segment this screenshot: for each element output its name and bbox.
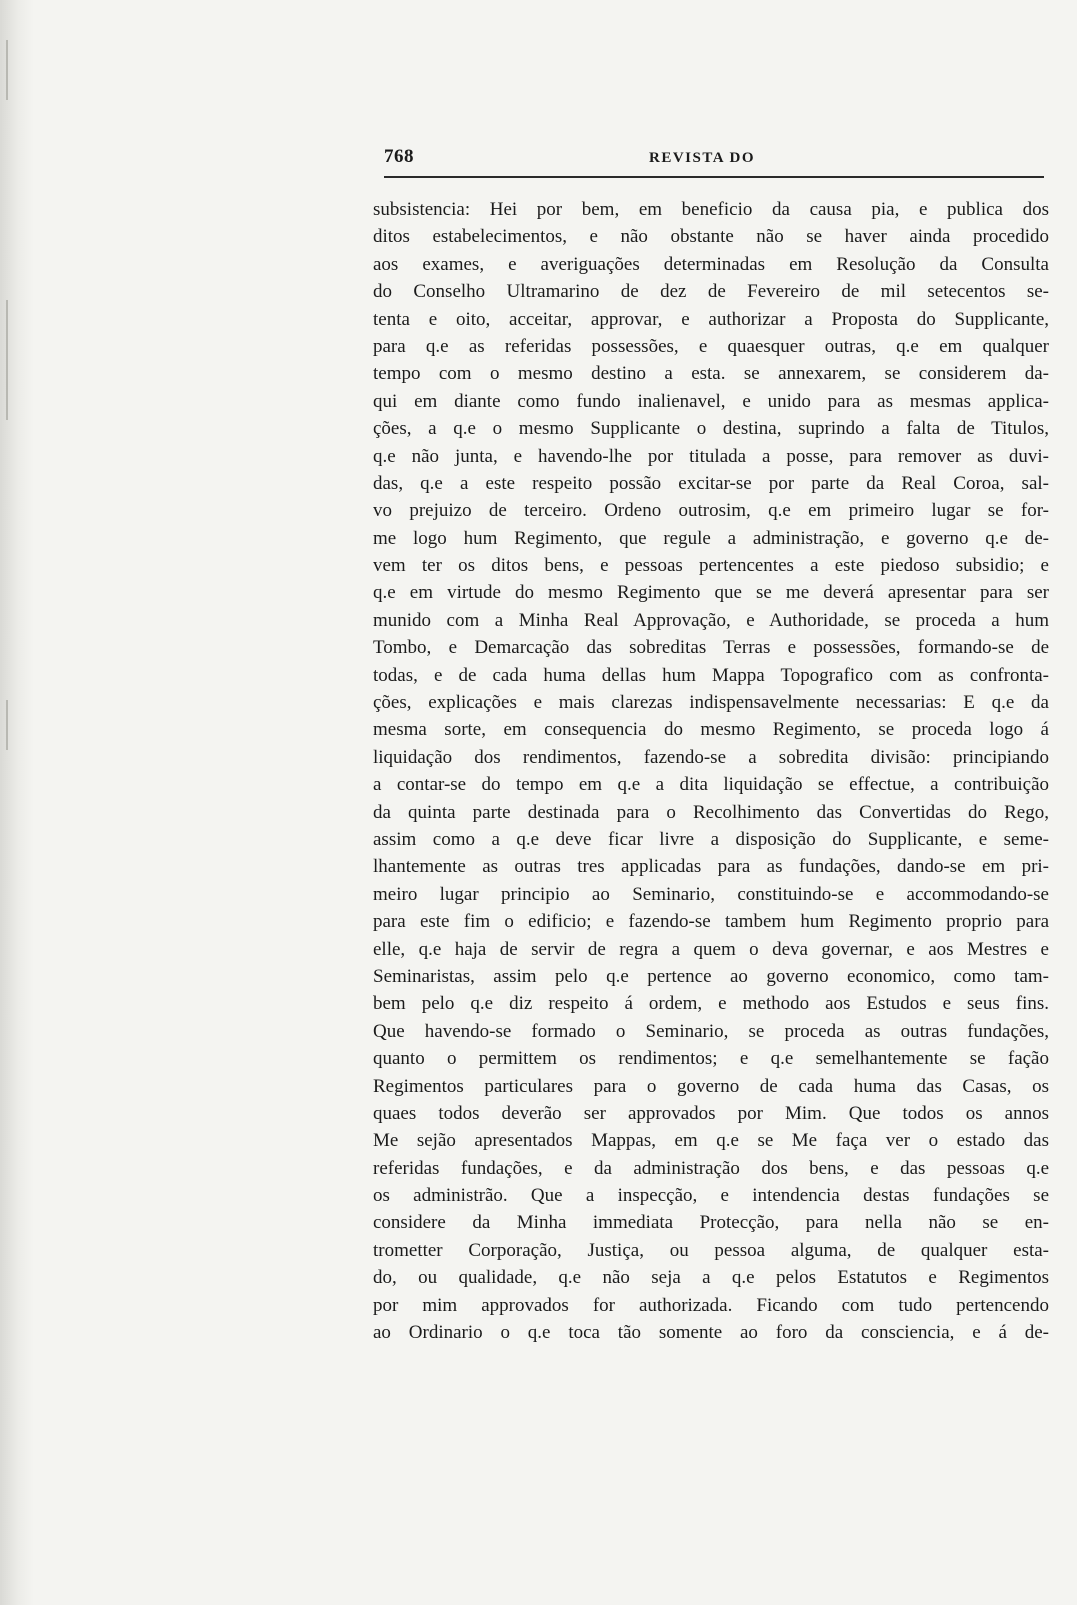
text-line: do, ou qualidade, q.e não seja a q.e pelos Estatutos e Regimentos bbox=[373, 1267, 1049, 1289]
text-line: vo prejuizo de terceiro. Ordeno outrosim, q.e em primeiro lugar se for- bbox=[373, 500, 1049, 522]
text-line: lhantemente as outras tres applicadas para as fundações, dando-se em pri- bbox=[373, 856, 1049, 878]
text-line: assim como a q.e deve ficar livre a disposição do Supplicante, e seme- bbox=[373, 828, 1049, 850]
text-line: subsistencia: Hei por bem, em beneficio da causa pia, e publica dos bbox=[373, 199, 1049, 220]
scan-mark bbox=[6, 300, 8, 420]
text-line: bem pelo q.e diz respeito á ordem, e methodo aos Estudos e seus fins. bbox=[373, 993, 1049, 1015]
header-rule bbox=[384, 176, 1044, 178]
text-line: aos exames, e averiguações determinadas em Resolução da Consulta bbox=[373, 253, 1049, 275]
text-line: trometter Corporação, Justiça, ou pessoa alguma, de qualquer esta- bbox=[373, 1239, 1049, 1261]
text-line: os administrão. Que a inspecção, e intendencia destas fundações se bbox=[373, 1185, 1049, 1207]
page-header bbox=[384, 146, 1044, 176]
text-line: munido com a Minha Real Approvação, e Authoridade, se proceda a hum bbox=[373, 609, 1049, 631]
text-line: q.e não junta, e havendo-lhe por titulada a posse, para remover as duvi- bbox=[373, 445, 1049, 467]
text-line: da quinta parte destinada para o Recolhimento das Convertidas do Rego, bbox=[373, 801, 1049, 823]
text-line: ções, a q.e o mesmo Supplicante o destina, suprindo a falta de Titulos, bbox=[373, 418, 1049, 440]
text-line: para q.e as referidas possessões, e quaesquer outras, q.e em qualquer bbox=[373, 335, 1049, 357]
text-line: Tombo, e Demarcação das sobreditas Terras e possessões, formando-se de bbox=[373, 637, 1049, 659]
text-line: Que havendo-se formado o Seminario, se proceda as outras fundações, bbox=[373, 1020, 1049, 1042]
text-line: a contar-se do tempo em q.e a dita liquidação se effectue, a contribuição bbox=[373, 774, 1049, 796]
text-line: Me sejão apresentados Mappas, em q.e se Me faça ver o estado das bbox=[373, 1130, 1049, 1152]
text-line: das, q.e a este respeito possão excitar-se por parte da Real Coroa, sal- bbox=[373, 472, 1049, 494]
text-line: elle, q.e haja de servir de regra a quem o deva governar, e aos Mestres e bbox=[373, 938, 1049, 960]
page-number: 768 bbox=[384, 146, 414, 167]
text-line: Seminaristas, assim pelo q.e pertence ao governo economico, como tam- bbox=[373, 965, 1049, 987]
text-line: do Conselho Ultramarino de dez de Fevereiro de mil setecentos se- bbox=[373, 281, 1049, 303]
text-line: liquidação dos rendimentos, fazendo-se a sobredita divisão: principiando bbox=[373, 746, 1049, 768]
text-line: para este fim o edificio; e fazendo-se tambem hum Regimento proprio para bbox=[373, 911, 1049, 933]
text-line: ções, explicações e mais clarezas indispensavelmente necessarias: E q.e da bbox=[373, 692, 1049, 714]
text-line: referidas fundações, e da administração dos bens, e das pessoas q.e bbox=[373, 1157, 1049, 1179]
text-line: qui em diante como fundo inalienavel, e unido para as mesmas applica- bbox=[373, 390, 1049, 412]
scan-mark bbox=[6, 40, 8, 100]
text-line: quaes todos deverão ser approvados por Mim. Que todos os annos bbox=[373, 1102, 1049, 1124]
text-line: tempo com o mesmo destino a esta. se annexarem, se considerem da- bbox=[373, 363, 1049, 385]
text-line: q.e em virtude do mesmo Regimento que se me deverá apresentar para ser bbox=[373, 582, 1049, 604]
text-line: considere da Minha immediata Protecção, para nella não se en- bbox=[373, 1212, 1049, 1234]
text-line: me logo hum Regimento, que regule a administração, e governo q.e de- bbox=[373, 527, 1049, 549]
text-line: mesma sorte, em consequencia do mesmo Regimento, se proceda logo á bbox=[373, 719, 1049, 741]
scan-edge bbox=[0, 0, 34, 1605]
running-head: REVISTA DO bbox=[649, 150, 755, 166]
text-line: todas, e de cada huma dellas hum Mappa Topografico com as confronta- bbox=[373, 664, 1049, 686]
text-line: quanto o permittem os rendimentos; e q.e semelhantemente se fação bbox=[373, 1048, 1049, 1070]
text-line: Regimentos particulares para o governo de cada huma das Casas, os bbox=[373, 1075, 1049, 1097]
text-line: ditos estabelecimentos, e não obstante não se haver ainda procedido bbox=[373, 226, 1049, 248]
body-text bbox=[373, 196, 1049, 1346]
scan-mark bbox=[6, 700, 8, 750]
text-line: ao Ordinario o q.e toca tão somente ao foro da consciencia, e á de- bbox=[373, 1322, 1049, 1344]
text-line: por mim approvados for authorizada. Ficando com tudo pertencendo bbox=[373, 1294, 1049, 1316]
text-line: tenta e oito, acceitar, approvar, e authorizar a Proposta do Supplicante, bbox=[373, 308, 1049, 330]
text-line: vem ter os ditos bens, e pessoas pertencentes a este piedoso subsidio; e bbox=[373, 555, 1049, 577]
text-line: meiro lugar principio ao Seminario, constituindo-se e accommodando-se bbox=[373, 883, 1049, 905]
